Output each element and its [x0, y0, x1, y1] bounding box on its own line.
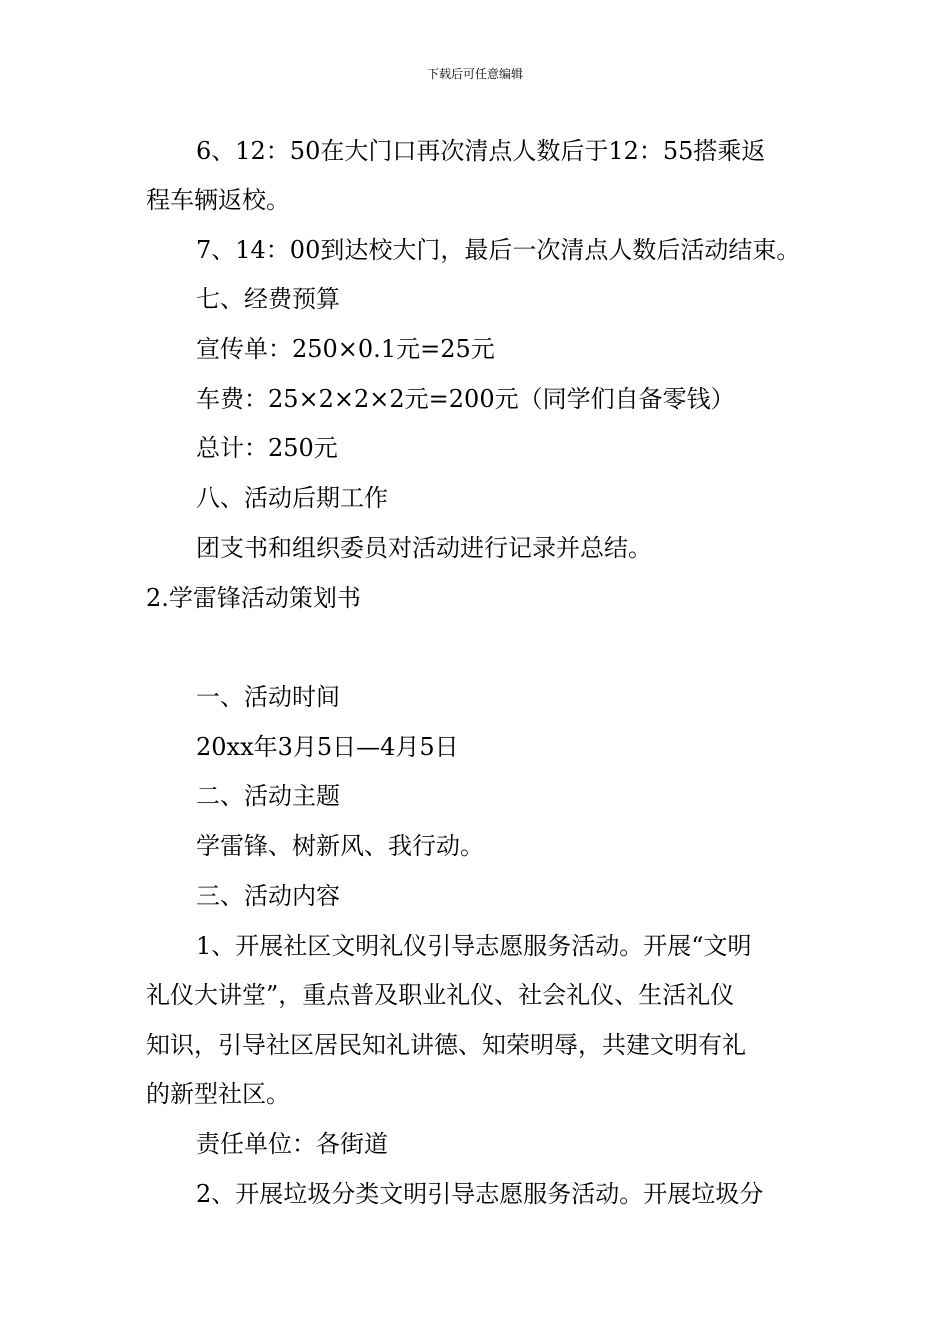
document-title: 2.学雷锋活动策划书 [146, 584, 361, 612]
body-line: 2、开展垃圾分类文明引导志愿服务活动。开展垃圾分 [196, 1180, 764, 1208]
page-header-note: 下载后可任意编辑 [426, 67, 523, 81]
section-heading: 八、活动后期工作 [196, 484, 388, 512]
body-line: 6、12：50在大门口再次清点人数后于12：55搭乘返 [196, 137, 766, 165]
section-heading: 七、经费预算 [196, 285, 340, 313]
body-line: 宣传单：250×0.1元=25元 [196, 335, 495, 363]
body-line: 的新型社区。 [146, 1080, 290, 1108]
body-line: 学雷锋、树新风、我行动。 [196, 832, 484, 860]
body-line: 20xx年3月5日—4月5日 [196, 733, 459, 761]
body-line: 知识，引导社区居民知礼讲德、知荣明辱，共建文明有礼 [146, 1031, 746, 1059]
body-line: 7、14：00到达校大门，最后一次清点人数后活动结束。 [196, 236, 801, 264]
body-line: 总计：250元 [196, 434, 338, 462]
section-heading: 三、活动内容 [196, 882, 340, 910]
body-line: 1、开展社区文明礼仪引导志愿服务活动。开展“文明 [196, 932, 752, 960]
body-line: 责任单位：各街道 [196, 1130, 388, 1158]
body-line: 礼仪大讲堂”，重点普及职业礼仪、社会礼仪、生活礼仪 [146, 981, 735, 1009]
section-heading: 二、活动主题 [196, 782, 340, 810]
body-line: 程车辆返校。 [146, 186, 290, 214]
body-line: 团支书和组织委员对活动进行记录并总结。 [196, 534, 652, 562]
body-line: 车费：25×2×2×2元=200元（同学们自备零钱） [196, 385, 735, 413]
section-heading: 一、活动时间 [196, 683, 340, 711]
